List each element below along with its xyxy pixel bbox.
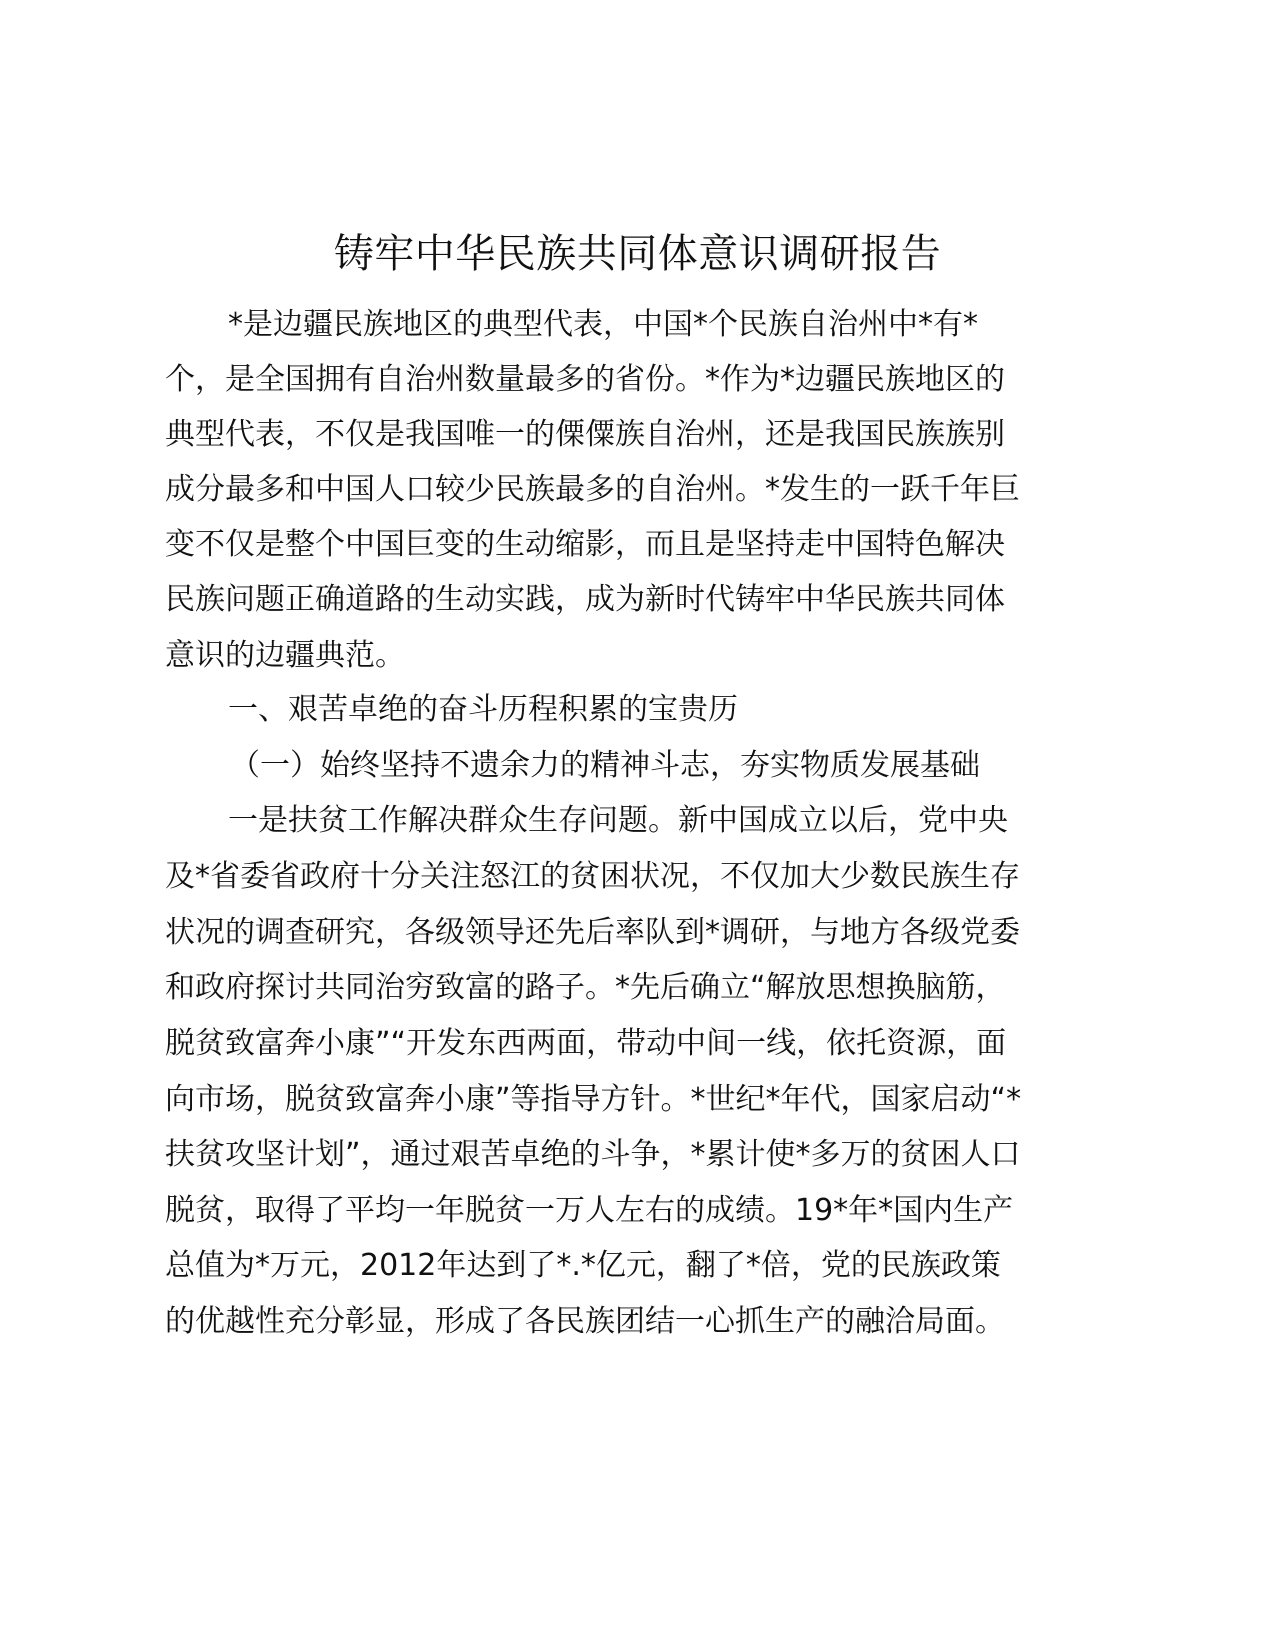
paragraph-line: 意识的边疆典范。 (165, 638, 405, 673)
paragraph-line: 一是扶贫工作解决群众生存问题。新中国成立以后，党中央 (228, 803, 1008, 838)
paragraph-line: 扶贫攻坚计划”，通过艰苦卓绝的斗争，*累计使*多万的贫困人口 (165, 1137, 1021, 1172)
document-title: 铸牢中华民族共同体意识调研报告 (333, 231, 942, 277)
paragraph-line: 个，是全国拥有自治州数量最多的省份。*作为*边疆民族地区的 (165, 362, 1005, 397)
paragraph-line: 成分最多和中国人口较少民族最多的自治州。*发生的一跃千年巨 (165, 472, 1020, 507)
paragraph-line: 的优越性充分彰显，形成了各民族团结一心抓生产的融洽局面。 (165, 1304, 1005, 1339)
paragraph-line: 脱贫致富奔小康”“开发东西两面，带动中间一线，依托资源，面 (165, 1026, 1007, 1061)
paragraph-line: *是边疆民族地区的典型代表，中国*个民族自治州中*有* (228, 307, 978, 342)
section-heading: 一、艰苦卓绝的奋斗历程积累的宝贵历 (228, 692, 738, 727)
paragraph-line: 和政府探讨共同治穷致富的路子。*先后确立“解放思想换脑筋， (165, 970, 1006, 1005)
paragraph-line: 脱贫，取得了平均一年脱贫一万人左右的成绩。19*年*国内生产 (165, 1193, 1014, 1228)
paragraph-line: 向市场，脱贫致富奔小康”等指导方针。*世纪*年代，国家启动“* (165, 1082, 1022, 1117)
paragraph-line: 状况的调查研究，各级领导还先后率队到*调研，与地方各级党委 (165, 915, 1020, 950)
paragraph-line: 变不仅是整个中国巨变的生动缩影，而且是坚持走中国特色解决 (165, 527, 1005, 562)
subsection-heading: （一）始终坚持不遗余力的精神斗志，夯实物质发展基础 (230, 748, 980, 783)
paragraph-line: 及*省委省政府十分关注怒江的贫困状况，不仅加大少数民族生存 (165, 859, 1020, 894)
paragraph-line: 典型代表，不仅是我国唯一的傈僳族自治州，还是我国民族族别 (165, 417, 1005, 452)
paragraph-line: 民族问题正确道路的生动实践，成为新时代铸牢中华民族共同体 (165, 582, 1005, 617)
paragraph-line: 总值为*万元，2012年达到了*.*亿元，翻了*倍，党的民族政策 (165, 1248, 1001, 1283)
